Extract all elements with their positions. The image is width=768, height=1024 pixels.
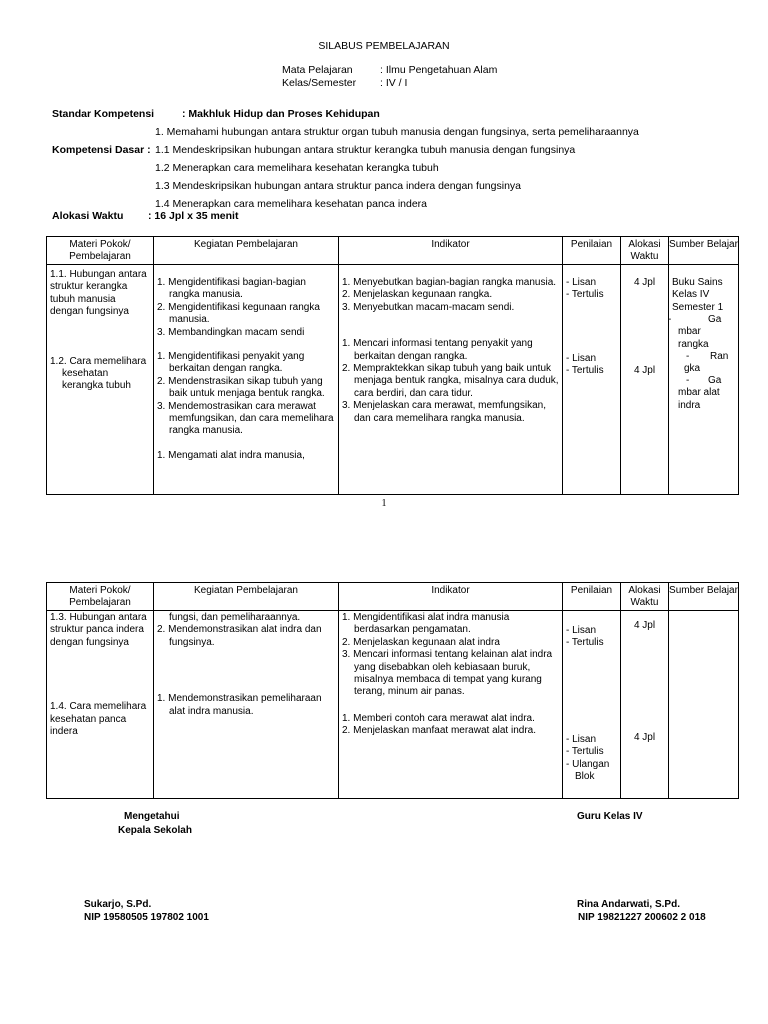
header-penilaian: Penilaian (563, 237, 621, 265)
kompetensi-item: 1.3 Mendeskripsikan hubungan antara struktur panca indera dengan fungsinya (155, 180, 521, 192)
penilaian-item: - Tertulis (566, 746, 604, 758)
alokasi-label: Alokasi Waktu (52, 210, 124, 222)
sign-right-name: Rina Andarwati, S.Pd. (577, 899, 680, 910)
standar-label: Standar Kompetensi (52, 108, 155, 120)
sumber-dash: - (668, 314, 672, 326)
sign-left-nip: NIP 19580505 197802 1001 (84, 912, 209, 923)
mapel-value: : Ilmu Pengetahuan Alam (380, 64, 498, 76)
header-kegiatan: Kegiatan Pembelajaran (154, 237, 339, 265)
materi-item: 1.2. Cara memelihara kesehatan kerangka tubuh (50, 355, 147, 392)
kegiatan-item: 1. Mengamati alat indra manusia, (157, 449, 305, 461)
mapel-label: Mata Pelajaran (282, 64, 353, 76)
penilaian-item: - Tertulis (566, 365, 604, 377)
header-materi: Materi Pokok/ Pembelajaran (47, 237, 154, 265)
penilaian-item: - Lisan (566, 352, 597, 364)
kegiatan-item: 3. Mendemostrasikan cara merawat memfungsikan, dan cara memelihara rangka manusia. (157, 400, 334, 437)
kompetensi-item: 1.4 Menerapkan cara memelihara kesehatan panca indera (155, 198, 428, 210)
indikator-item: 2. Mempraktekkan sikap tubuh yang baik untuk menjaga bentuk rangka, misalnya cara duduk, cara berdiri, dan cara tidur. (342, 363, 559, 399)
header-indikator: Indikator (339, 583, 563, 611)
kegiatan-item: 1. Mengidentifikasi penyakit yang berkaitan dengan rangka. (157, 351, 305, 375)
kegiatan-item: 1. Mengidentifikasi bagian-bagian rangka manusia. (157, 277, 306, 301)
kegiatan-cell (154, 265, 338, 464)
sign-left-line1: Mengetahui (124, 811, 180, 822)
kegiatan-item: 2. Mendenstrasikan sikap tubuh yang baik untuk menjaga bentuk rangka. (157, 375, 325, 400)
alokasi-cell (621, 611, 668, 747)
kelas-value: : IV / I (380, 77, 408, 89)
sumber-item: mbar alat indra (678, 387, 720, 411)
alokasi-item: 4 Jpl (633, 732, 656, 744)
penilaian-item: - Lisan (566, 733, 597, 745)
header-penilaian: Penilaian (563, 583, 621, 611)
kompetensi-item: 1.1 Mendeskripsikan hubungan antara struktur kerangka tubuh manusia dengan fungsinya (155, 144, 576, 156)
kegiatan-item: 1. Mendemonstrasikan pemeliharaan alat indra manusia. (157, 693, 322, 717)
indikator-item: 2. Menjelaskan manfaat merawat alat indra. (342, 725, 536, 737)
materi-cell (47, 265, 153, 395)
penilaian-item: - Ulangan (566, 758, 610, 770)
sumber-item: gka (684, 363, 701, 375)
sign-left-line2: Kepala Sekolah (118, 825, 192, 836)
header-materi: Materi Pokok/ Pembelajaran (47, 583, 154, 611)
kegiatan-cell (154, 611, 338, 720)
syllabus-table-2 (46, 582, 739, 799)
sign-left-name: Sukarjo, S.Pd. (84, 899, 152, 910)
indikator-item: 2. Menjelaskan kegunaan alat indra (342, 636, 500, 648)
penilaian-cell (563, 265, 620, 380)
kompetensi-label: Kompetensi Dasar : (52, 144, 151, 156)
indikator-item: 1. Memberi contoh cara merawat alat indra. (342, 712, 535, 724)
table-row (47, 611, 739, 799)
document-title: SILABUS PEMBELAJARAN (318, 40, 450, 52)
indikator-item: 3. Menyebutkan macam-macam sendi. (342, 301, 515, 313)
sumber-cell (669, 265, 738, 414)
kompetensi-item: 1.2 Menerapkan cara memelihara kesehatan kerangka tubuh (155, 162, 439, 174)
sumber-item: Buku Sains Kelas IV Semester 1 (672, 277, 724, 313)
materi-cell (47, 611, 153, 740)
penilaian-item: Blok (575, 771, 595, 783)
sign-right-line1: Guru Kelas IV (577, 811, 643, 822)
indikator-item: 2. Menjelaskan kegunaan rangka. (342, 289, 493, 301)
kegiatan-item: fungsi, dan pemeliharaannya. (169, 612, 301, 623)
indikator-item: 3. Menjelaskan cara merawat, memfungsikan, dan cara memelihara rangka manusia. (342, 400, 546, 424)
penilaian-item: - Lisan (566, 625, 597, 636)
sumber-item: Ga (708, 314, 722, 326)
indikator-item: 1. Mencari informasi tentang penyakit yang berkaitan dengan rangka. (342, 338, 533, 362)
sumber-item: rangka (678, 338, 709, 350)
kegiatan-item: 2. Mengidentifikasi kegunaan rangka manusia. (157, 301, 320, 326)
sumber-item: mbar (678, 326, 701, 338)
header-indikator: Indikator (339, 237, 563, 265)
kegiatan-item: 3. Membandingkan macam sendi (157, 326, 305, 338)
penilaian-item: - Tertulis (566, 289, 604, 301)
header-alokasi: Alokasi Waktu (621, 583, 669, 611)
indikator-cell (339, 611, 562, 740)
indikator-cell (339, 265, 562, 427)
indikator-item: 1. Menyebutkan bagian-bagian rangka manusia. (342, 277, 557, 288)
sumber-cell (669, 611, 738, 617)
sumber-item: Ga (708, 375, 722, 387)
materi-item: 1.4. Cara memelihara kesehatan panca indera (50, 701, 147, 738)
penilaian-item: - Tertulis (566, 637, 604, 649)
sumber-dash: - (686, 351, 690, 363)
kegiatan-item: 2. Mendemonstrasikan alat indra dan fungsinya. (157, 624, 322, 648)
sign-right-nip: NIP 19821227 200602 2 018 (578, 912, 706, 923)
indikator-item: 3. Mencari informasi tentang kelainan alat indra yang disebabkan oleh kebiasaan buruk, misalnya membaca di tempat yang kurang terang, minum air panas. (342, 649, 553, 698)
header-kegiatan: Kegiatan Pembelajaran (154, 583, 339, 611)
alokasi-value: : 16 Jpl x 35 menit (148, 210, 239, 222)
page-number: 1 (381, 498, 387, 509)
alokasi-item: 4 Jpl (633, 365, 656, 377)
standar-item: 1. Memahami hubungan antara struktur organ tubuh manusia dengan fungsinya, serta pemeliharaannya (155, 126, 639, 138)
sumber-item: Ran (710, 351, 729, 363)
syllabus-table-1 (46, 236, 739, 495)
header-alokasi: Alokasi Waktu (621, 237, 669, 265)
alokasi-item: 4 Jpl (633, 277, 656, 288)
penilaian-cell (563, 611, 620, 785)
indikator-item: 1. Mengidentifikasi alat indra manusia berdasarkan pengamatan. (342, 612, 510, 636)
alokasi-cell (621, 265, 668, 380)
materi-item: 1.1. Hubungan antara struktur kerangka tubuh manusia dengan fungsinya (50, 269, 147, 318)
header-sumber: Sumber Belajar (669, 237, 739, 265)
standar-value: : Makhluk Hidup dan Proses Kehidupan (182, 108, 380, 120)
sumber-dash: - (686, 375, 690, 387)
materi-item: 1.3. Hubungan antara struktur panca indera dengan fungsinya (50, 612, 147, 648)
table-row (47, 265, 739, 495)
alokasi-item: 4 Jpl (633, 620, 656, 631)
penilaian-item: - Lisan (566, 277, 597, 288)
kelas-label: Kelas/Semester (282, 77, 357, 89)
header-sumber: Sumber Belajar (669, 583, 739, 611)
